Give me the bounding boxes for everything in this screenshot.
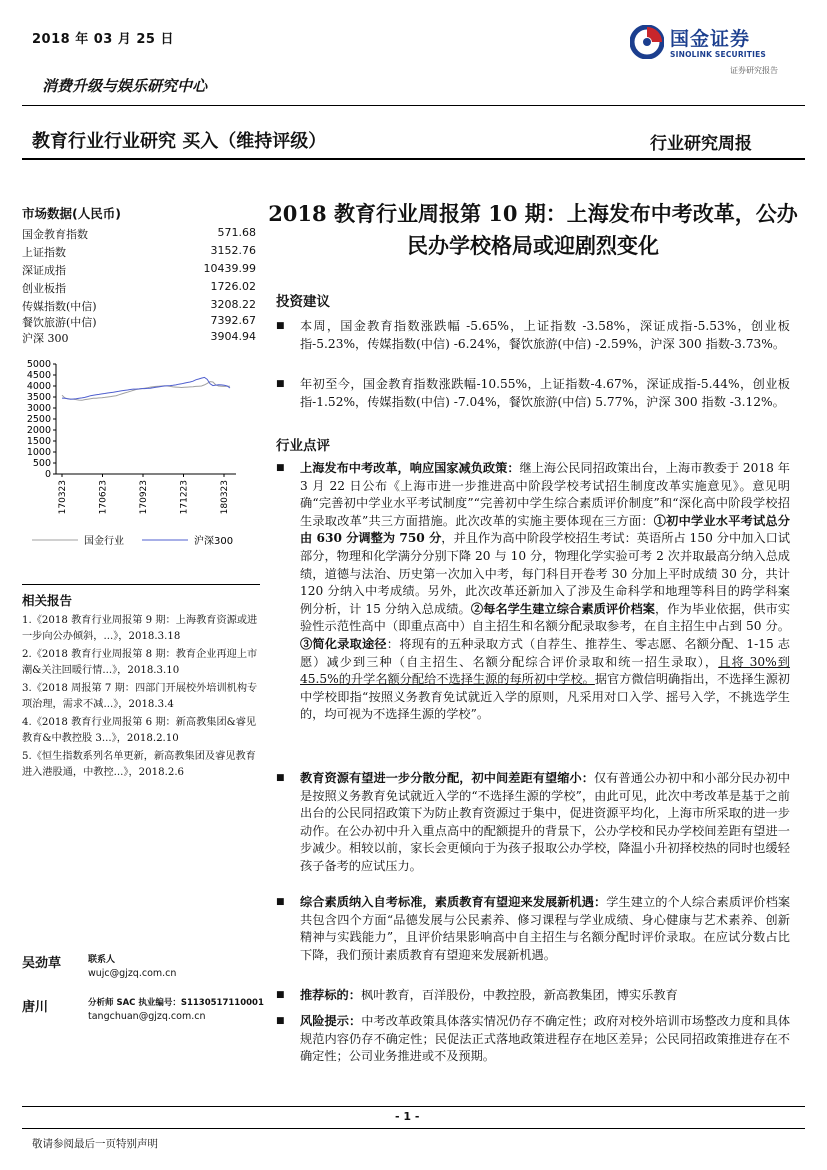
index-chart <box>20 356 246 556</box>
point-text: 学生建立的个人综合素质评价档案共包含四个方面“品德发展与公民素养、修习课程与学业成绩、身心健康与艺术素养、创新精神与实践能力”，且评价结果影响高中自主招生与名额分配时评价录取。在应试分数占比下降，我们预计素质教育有望迎来发展新机遇。 <box>300 895 791 962</box>
y-tick-label: 4000 <box>26 381 51 392</box>
brand-logo <box>630 22 795 80</box>
analyst-email[interactable]: tangchuan@gjzq.com.cn <box>88 1011 206 1022</box>
point-text: 枫叶教育，百洋股份，中教控股，新高教集团，博实乐教育 <box>360 988 678 1002</box>
point-highlight: ②每名学生建立综合素质评价档案 <box>470 601 656 616</box>
x-tick-label: 180323 <box>220 480 230 515</box>
market-table <box>22 226 260 344</box>
x-tick-label: 170923 <box>139 480 149 515</box>
disclaimer-note: 敬请参阅最后一页特别声明 <box>32 1138 158 1150</box>
point-text: ：将现有的五种录取方式（自荐生、推荐生、零志愿、名额分配、1-15 志愿）减少到三种（自主招生、名额分配综合评价录取和统一招生录取）， <box>300 636 790 669</box>
point-lead: 综合素质纳入自考标准，素质教育有望迎来发展新机遇： <box>300 895 607 909</box>
article-title: 2018 教育行业周报第 10 期：上海发布中考改革，公办民办学校格局或迎剧烈变化 <box>268 201 798 258</box>
point-text: 继上海公民同招政策出台，上海市教委于 2018 年 3 月 22 日公布《上海市进一步推进高中阶段学校考试招生制度改革实施意见》。意见明确“完善初中学业水平考试制度”“完善初中学生综合素质评价制度”和“深化高中阶段学校招生录取改革”共三方面措施。此次改革的实施主要体现在三方面： <box>300 461 790 528</box>
point-lead: 教育资源有望进一步分散分配，初中间差距有望缩小： <box>300 771 595 785</box>
logo-sub-text: 证券研究报告 <box>730 66 778 75</box>
related-item[interactable]: 1.《2018 教育行业周报第 9 期：上海教育资源或进一步向公办倾斜，...》，2018.3.18 <box>22 615 258 642</box>
bullet-square-icon: ■ <box>276 379 285 389</box>
industry-point-1 <box>300 460 790 724</box>
market-row <box>22 244 256 260</box>
related-item[interactable]: 5.《恒生指数系列名单更新，新高教集团及睿见教育进入港股通，中教控...》，2018.2.6 <box>22 751 256 778</box>
market-name: 传媒指数(中信) <box>22 300 97 313</box>
market-name: 创业板指 <box>22 282 66 295</box>
y-tick-label: 1500 <box>26 436 51 447</box>
x-tick-label: 171223 <box>179 480 190 515</box>
market-row <box>22 226 256 242</box>
related-divider <box>22 584 260 585</box>
y-tick-label: 500 <box>32 458 51 469</box>
related-item[interactable]: 4.《2018 教育行业周报第 6 期：新高教集团&睿见教育&中教控股 3...》，2018.2.10 <box>22 717 257 744</box>
report-type: 行业研究周报 <box>650 134 752 154</box>
market-name: 上证指数 <box>22 246 66 259</box>
research-center: 消费升级与娱乐研究中心 <box>42 77 208 95</box>
market-row <box>22 262 256 278</box>
market-row <box>22 298 256 314</box>
market-row <box>22 330 256 346</box>
market-value: 3904.94 <box>210 330 256 343</box>
market-value: 3152.76 <box>210 244 256 257</box>
market-name: 餐饮旅游(中信) <box>22 316 97 329</box>
point-lead: 推荐标的： <box>300 988 361 1002</box>
analyst-block <box>22 950 264 1030</box>
bullet-square-icon: ■ <box>276 897 285 907</box>
point-text: 据官方微信明确指出，不选择生源初中学校即指“按照义务教育免试就近入学的原则，凡采用对口入学、摇号入学，不挑选学生的，均可视为不选择生源的学校”。 <box>300 672 790 722</box>
market-row <box>22 314 256 330</box>
bullet-square-icon: ■ <box>276 1016 285 1026</box>
analyst-1 <box>22 950 260 986</box>
logo-en-text: SINOLINK SECURITIES <box>670 50 767 59</box>
analyst-name: 唐川 <box>22 1000 49 1015</box>
analyst-name: 吴劲草 <box>22 956 62 971</box>
series-line <box>62 382 230 401</box>
series-line <box>62 377 230 399</box>
sinolink-logo-icon <box>630 25 664 59</box>
report-date: 2018 年 03 月 25 日 <box>32 32 174 47</box>
x-tick-label: 170323 <box>58 480 68 515</box>
market-name: 深证成指 <box>22 264 66 277</box>
point-underlined: 且将 30%到 45.5%的升学名额分配给不选择生源的每所初中学校。 <box>300 654 790 687</box>
y-tick-label: 3500 <box>26 392 51 403</box>
point-text: ，并且作为高中阶段学校招生考试：英语所占 150 分中加入口试部分，物理和化学满分分别下降 20 与 10 分，物理化学实验可考 2 次并取最高分纳入总成绩，道德与法治、历史第一次加入中考，每门科目开卷考 30 分加上平时成绩 30 分，共计 120 分纳入中考成绩。另外，此次改革还新加入了涉及生命科学和地理等科目的跨学科案例分析，计 15 分纳入总成绩。 <box>300 531 791 616</box>
market-data-title: 市场数据(人民币) <box>22 206 121 221</box>
point-highlight: ③简化录取途径 <box>300 636 387 651</box>
footer-divider-2 <box>22 1128 805 1129</box>
bullet-square-icon: ■ <box>276 990 285 1000</box>
market-data <box>22 204 260 344</box>
related-item[interactable]: 3.《2018 周报第 7 期：四部门开展校外培训机构专项治理，需求不减...》，2018.3.4 <box>22 683 258 710</box>
market-value: 1726.02 <box>210 280 256 293</box>
industry-point-3 <box>300 894 790 964</box>
related-item[interactable]: 2.《2018 教育行业周报第 8 期：教育企业再迎上市潮&关注回暖行情...》，2018.3.10 <box>22 649 258 676</box>
header-divider-2 <box>22 158 805 160</box>
y-tick-label: 2500 <box>26 414 51 425</box>
point-lead: 上海发布中考改革，响应国家减负政策： <box>300 461 520 475</box>
analyst-email[interactable]: wujc@gjzq.com.cn <box>88 968 177 979</box>
y-tick-label: 0 <box>44 469 51 480</box>
point-highlight: ①初中学业水平考试总分由 630 分调整为 750 分 <box>300 513 790 546</box>
bullet-square-icon: ■ <box>276 321 285 331</box>
invest-point-2: 年初至今，国金教育指数涨跌幅-10.55%，上证指数-4.67%，深证成指-5.44%，创业板指-1.52%，传媒指数(中信) -7.04%，餐饮旅游(中信) 5.77%，沪深 300 指数 -3.12%。 <box>300 377 790 409</box>
logo-cn-text: 国金证券 <box>670 28 751 50</box>
bullet-square-icon: ■ <box>276 773 285 783</box>
legend-label: 沪深300 <box>194 536 234 547</box>
analyst-cert: 分析师 SAC 执业编号：S1130517110001 <box>88 998 264 1008</box>
risk-warning <box>300 1013 790 1066</box>
related-reports <box>22 584 260 781</box>
y-tick-label: 2000 <box>26 425 51 436</box>
invest-heading: 投资建议 <box>276 294 330 310</box>
point-text: 中考改革政策具体落实情况仍存不确定性；政府对校外培训市场整改力度和具体规范内容仍存不确定性；民促法正式落地政策进程存在地区差异；公民同招政策推进存在不确定性；公司业务推进或不及预期。 <box>300 1014 791 1064</box>
bullet-square-icon: ■ <box>276 463 285 473</box>
market-value: 10439.99 <box>203 262 256 275</box>
y-tick-label: 3000 <box>26 403 51 414</box>
market-value: 571.68 <box>217 226 256 239</box>
point-lead: 风险提示： <box>300 1014 362 1028</box>
market-name: 沪深 300 <box>22 332 69 345</box>
analyst-role: 联系人 <box>88 955 116 965</box>
header-divider-1 <box>22 105 805 106</box>
industry-point-2 <box>300 770 790 876</box>
market-row <box>22 280 256 296</box>
legend-label: 国金行业 <box>84 536 124 547</box>
report-title: 教育行业行业研究 买入（维持评级） <box>32 131 327 152</box>
point-text: 仅有普通公办初中和小部分民办初中是按照义务教育免试就近入学的“不选择生源的学校”，由此可见，此次中考改革是基于之前出台的公民同招政策下为防止教育资源过于集中，促进资源平均化，上海市所采取的进一步动作。在公办初中升入重点高中的配额提升的背景下，公办学校和民办学校间差距有望进一步减少。相较以前，家长会更倾向于为孩子报取公办学校，降温小升初择校热的同时也缓轻孩子备考的应试压力。 <box>300 771 791 873</box>
x-tick-label: 170623 <box>98 480 109 515</box>
y-tick-label: 4500 <box>26 370 51 381</box>
market-name: 国金教育指数 <box>22 228 88 241</box>
y-tick-label: 1000 <box>26 447 51 458</box>
analyst-2 <box>22 994 264 1030</box>
invest-point-1: 本周，国金教育指数涨跌幅 -5.65%，上证指数 -3.58%，深证成指-5.53%，创业板指-5.23%，传媒指数(中信) -6.24%，餐饮旅游(中信) -2.59%，沪深 300 指数-3.73%。 <box>300 319 790 351</box>
footer-divider <box>22 1106 805 1107</box>
market-value: 3208.22 <box>210 298 256 311</box>
market-value: 7392.67 <box>210 314 256 327</box>
industry-heading: 行业点评 <box>276 438 330 454</box>
y-tick-label: 5000 <box>26 359 51 370</box>
page-number: - 1 - <box>395 1110 420 1123</box>
point-text: ，作为毕业依据，供市实验性示范性高中（即重点高中）自主招生和名额分配录取参考，在自主招生中占到 50 分。 <box>300 601 791 634</box>
related-title: 相关报告 <box>22 593 73 608</box>
recommended-stocks <box>300 987 790 1005</box>
